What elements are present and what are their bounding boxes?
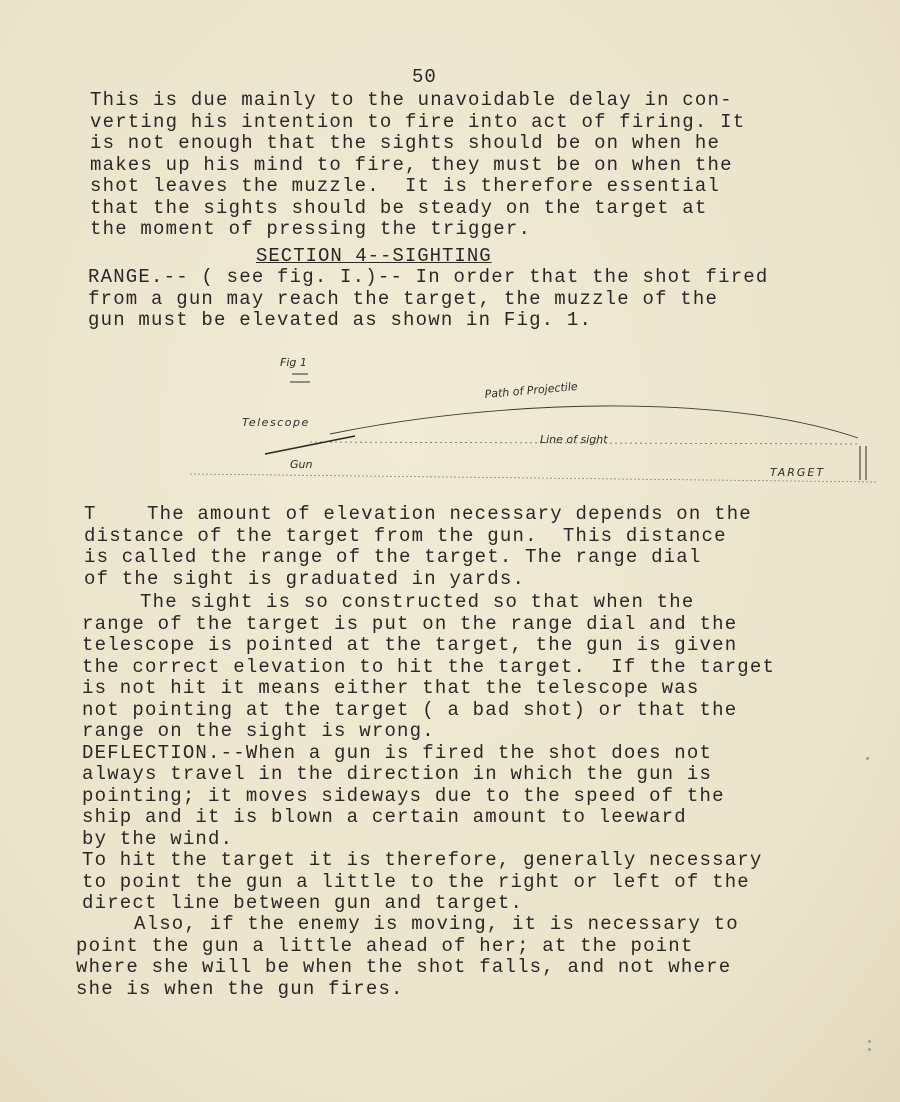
text-line: is called the range of the target. The range dial — [84, 546, 702, 568]
paper-mark — [866, 757, 869, 760]
text-line: The sight is so constructed so that when the — [140, 591, 695, 613]
target-label: TARGET — [770, 466, 826, 479]
paragraph-elevation — [84, 504, 752, 590]
text-line: This is due mainly to the unavoidable delay in con- — [90, 89, 733, 111]
text-line: ship and it is blown a certain amount to leeward — [82, 806, 687, 828]
text-line: shot leaves the muzzle. It is therefore essential — [90, 175, 721, 197]
gun-barrel — [265, 436, 355, 454]
text-line: she is when the gun fires. — [76, 977, 404, 1000]
line-of-sight-label: Line of sight — [540, 433, 608, 446]
path-label: Path of Projectile — [484, 379, 579, 401]
text-line: RANGE.-- ( see fig. I.)-- In order that the shot fired — [88, 266, 769, 288]
text-line: of the sight is graduated in yards. — [84, 567, 526, 590]
text-line: point the gun a little ahead of her; at the point — [76, 934, 694, 957]
text-line: the correct elevation to hit the target. If the target — [82, 655, 776, 678]
text-line: is not hit it means either that the telescope was — [82, 677, 700, 699]
text-line: range of the target is put on the range dial and the — [82, 612, 738, 635]
telescope-label: Telescope — [242, 416, 310, 429]
page-number: 50 — [412, 66, 437, 88]
text-line: is not enough that the sights should be on when he — [90, 132, 721, 154]
text-line: DEFLECTION.--When a gun is fired the shot does not — [82, 741, 713, 764]
paragraph-intro — [90, 90, 745, 241]
text-line: gun must be elevated as shown in Fig. 1. — [88, 309, 593, 331]
figure-title: Fig 1 — [280, 356, 307, 369]
text-line: from a gun may reach the target, the muzzle of the — [88, 287, 719, 310]
text-line: the moment of pressing the trigger. — [90, 218, 532, 240]
text-line: To hit the target it is therefore, generally necessary — [82, 849, 763, 871]
text-line: not pointing at the target ( a bad shot) or that the — [82, 698, 738, 721]
text-line: where she will be when the shot falls, and not where — [76, 956, 732, 978]
paragraph-moving-enemy — [76, 914, 739, 1000]
text-line: T The amount of elevation necessary depends on the — [84, 503, 752, 525]
text-line: by the wind. — [82, 827, 234, 850]
text-line: distance of the target from the gun. This distance — [84, 524, 727, 547]
text-line: verting his intention to fire into act of firing. It — [90, 110, 746, 133]
paragraph-range — [88, 267, 769, 332]
gun-label: Gun — [290, 458, 313, 471]
text-line: to point the gun a little to the right or left of the — [82, 870, 750, 893]
figure-1-diagram — [180, 346, 880, 496]
text-line: direct line between gun and target. — [82, 892, 524, 914]
text-line: pointing; it moves sideways due to the speed of the — [82, 784, 725, 807]
paper-mark — [868, 1040, 871, 1043]
text-line: always travel in the direction in which the gun is — [82, 763, 713, 785]
paper-mark — [868, 1048, 871, 1051]
text-line: range on the sight is wrong. — [82, 720, 435, 742]
paragraph-sight — [82, 592, 775, 915]
text-line: makes up his mind to fire, they must be on when the — [90, 153, 733, 176]
text-line: that the sights should be steady on the target at — [90, 196, 708, 219]
text-line: Also, if the enemy is moving, it is necessary to — [134, 913, 739, 935]
section-heading: SECTION 4--SIGHTING — [256, 245, 492, 267]
text-line: telescope is pointed at the target, the gun is given — [82, 634, 738, 656]
